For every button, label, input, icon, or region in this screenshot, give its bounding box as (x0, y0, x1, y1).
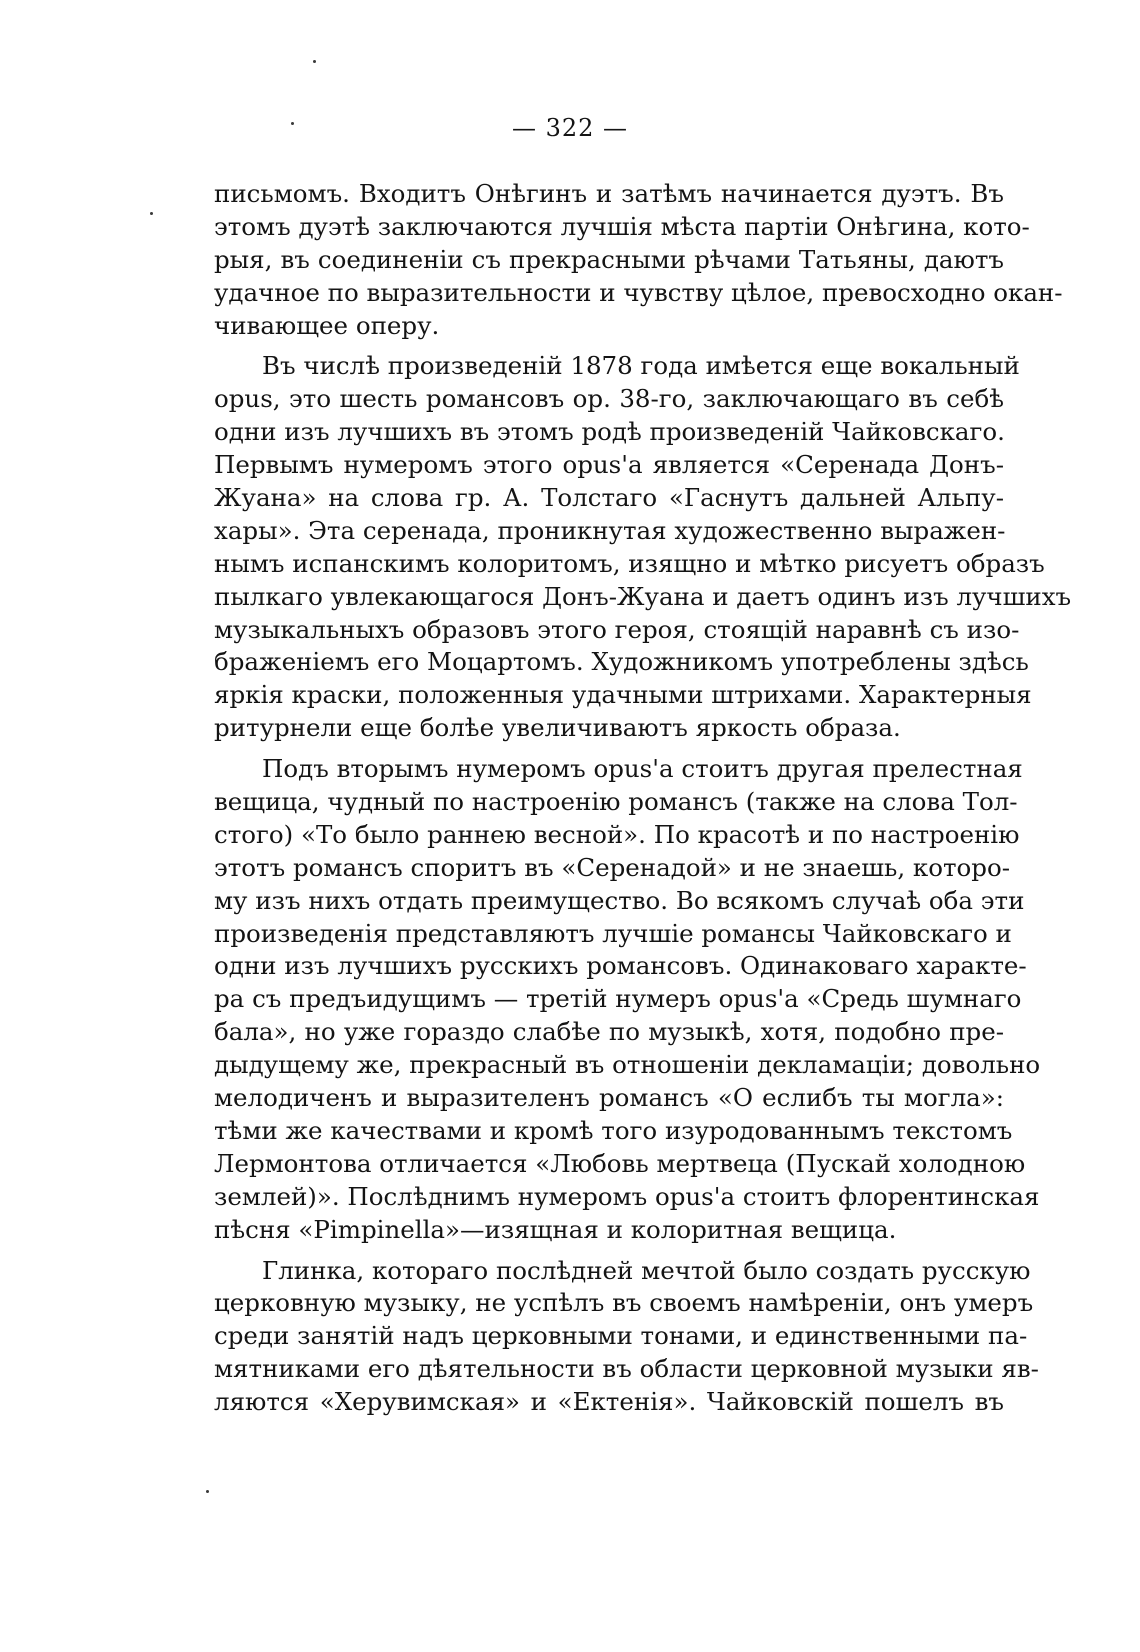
text-line: тѣми же качествами и кромѣ того изуродованнымъ текстомъ (214, 1115, 1013, 1145)
text-line: стого) «То было раннею весной». По красотѣ и по настроенію (214, 819, 1020, 849)
text-line: одни изъ лучшихъ русскихъ романсовъ. Одинаковаго характе- (214, 951, 1027, 981)
text-line: браженіемъ его Моцартомъ. Художникомъ употреблены здѣсь (214, 647, 1029, 677)
text-line: хары». Эта серенада, проникнутая художественно выражен- (214, 515, 1006, 545)
text-line: пѣсня «Pimpinella»—изящная и колоритная вещица. (214, 1214, 897, 1244)
text-line: ляются «Херувимская» и «Ектенія». Чайковскій пошелъ въ (214, 1387, 1004, 1417)
text-line: церковную музыку, не успѣлъ въ своемъ намѣреніи, онъ умеръ (214, 1288, 1034, 1318)
text-line: бала», но уже гораздо слабѣе по музыкѣ, хотя, подобно пре- (214, 1017, 1004, 1047)
text-line: мятниками его дѣятельности въ области церковной музыки яв- (214, 1354, 1039, 1384)
text-line: нымъ испанскимъ колоритомъ, изящно и мѣтко рисуетъ образъ (214, 548, 1045, 578)
text-line: Жуана» на слова гр. А. Толстаго «Гаснутъ дальней Альпу- (214, 483, 1004, 513)
text-line: мелодиченъ и выразителенъ романсъ «О еслибъ ты могла»: (214, 1083, 1004, 1113)
text-line: этотъ романсъ споритъ въ «Серенадой» и не знаешь, которо- (214, 852, 1010, 882)
text-line: Подъ вторымъ нумеромъ opus'а стоитъ другая прелестная (262, 754, 1023, 784)
text-line: письмомъ. Входитъ Онѣгинъ и затѣмъ начинается дуэтъ. Въ (214, 179, 1004, 208)
text-line: этомъ дуэтѣ заключаются лучшія мѣста партіи Онѣгина, кото- (214, 211, 1030, 241)
text-line: произведенія представляютъ лучшіе романсы Чайковскаго и (214, 918, 1012, 948)
text-line: opus, это шесть романсовъ ор. 38-го, заключающаго въ себѣ (214, 384, 1004, 414)
page-body (214, 178, 1072, 1419)
text-line: землей)». Послѣднимъ нумеромъ opus'а стоитъ флорентинская (214, 1181, 1040, 1211)
print-speck (206, 1490, 209, 1493)
paragraph (214, 1255, 1039, 1419)
print-speck (313, 60, 316, 63)
text-line: рыя, въ соединеніи съ прекрасными рѣчами Татьяны, даютъ (214, 244, 1004, 274)
text-line: чивающее оперу. (214, 310, 440, 340)
text-line: музыкальныхъ образовъ этого героя, стоящій наравнѣ съ изо- (214, 614, 1020, 644)
text-line: Первымъ нумеромъ этого opus'а является «Серенада Донъ- (214, 450, 1004, 480)
text-line: пылкаго увлекающагося Донъ-Жуана и даетъ одинъ изъ лучшихъ (214, 581, 1072, 611)
text-line: дыдущему же, прекрасный въ отношеніи декламаціи; довольно (214, 1050, 1041, 1080)
page-number: — 322 — (511, 114, 629, 142)
text-line: Лермонтова отличается «Любовь мертвеца (Пускай холодною (214, 1148, 1026, 1178)
text-line: одни изъ лучшихъ въ этомъ родѣ произведеній Чайковскаго. (214, 417, 1005, 447)
print-speck (150, 212, 153, 215)
paragraph (214, 753, 1041, 1246)
text-line: му изъ нихъ отдать преимущество. Во всякомъ случаѣ оба эти (214, 885, 1025, 915)
paragraph (214, 350, 1072, 745)
text-line: яркія краски, положенныя удачными штрихами. Характерныя (214, 680, 1032, 710)
text-line: Въ числѣ произведеній 1878 года имѣется еще вокальный (262, 351, 1020, 381)
text-line: среди занятій надъ церковными тонами, и единственными па- (214, 1321, 1028, 1351)
text-line: ритурнели еще болѣе увеличиваютъ яркость образа. (214, 713, 901, 743)
text-line: Глинка, котораго послѣдней мечтой было создать русскую (262, 1255, 1031, 1285)
text-line: ра съ предъидущимъ — третій нумеръ opus'а «Средь шумнаго (214, 984, 1022, 1014)
text-line: удачное по выразительности и чувству цѣлое, превосходно окан- (214, 277, 1063, 307)
text-line: вещица, чудный по настроенію романсъ (также на слова Тол- (214, 787, 1018, 817)
paragraph (214, 178, 1063, 342)
